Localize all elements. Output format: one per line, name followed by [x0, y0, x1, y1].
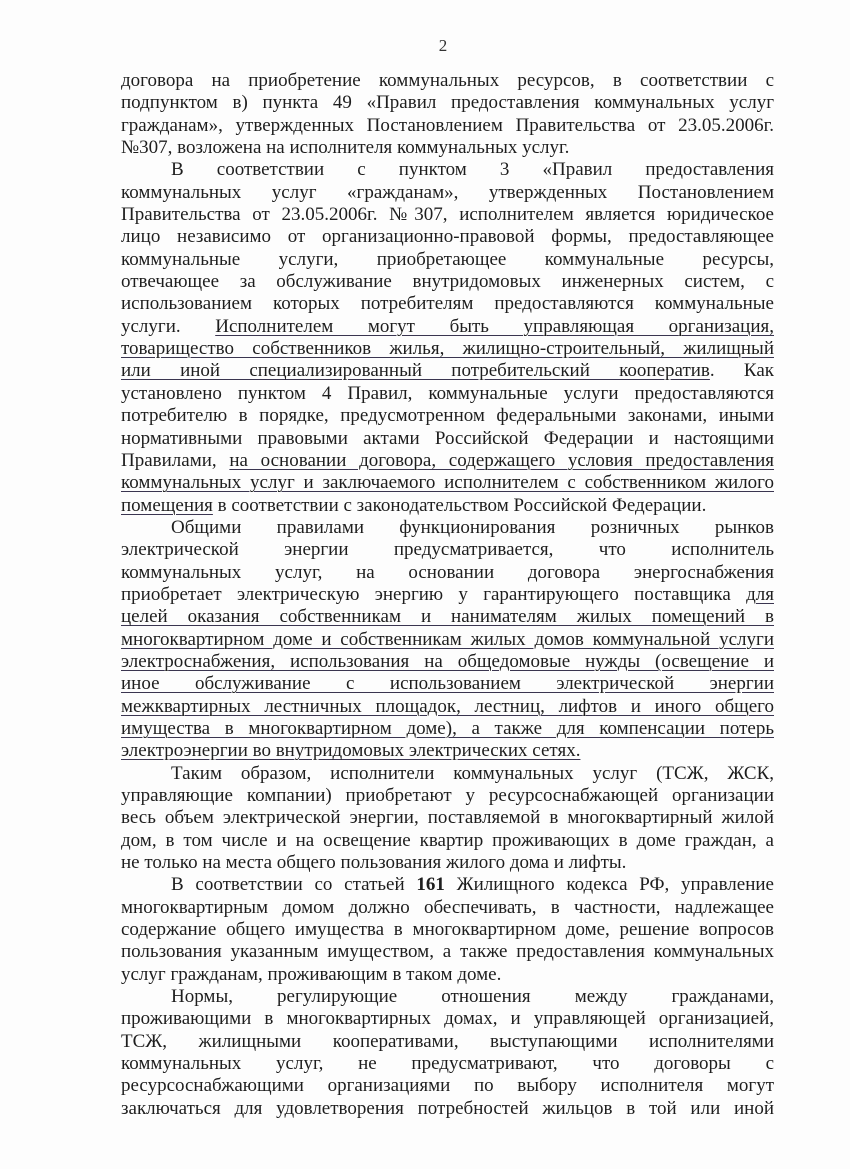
text-segment: использованием которых потребителям предоставляются коммунальные — [121, 293, 774, 315]
text-line — [121, 495, 774, 517]
text-line — [121, 1053, 774, 1075]
underlined-text: электроэнергии во внутридомовых электрических сетях. — [121, 740, 581, 762]
underlined-text: многоквартирном доме и собственникам жилых домов коммунальной услуги — [121, 628, 774, 650]
text-segment: Нормы, регулирующие отношения между гражданами, — [171, 986, 774, 1008]
text-line — [121, 1008, 774, 1030]
text-segment: весь объем электрической энергии, поставляемой в многоквартирный жилой — [121, 807, 774, 829]
text-segment: Общими правилами функционирования розничных рынков — [171, 516, 774, 538]
text-line — [121, 1075, 774, 1097]
bold-text: 161 — [416, 874, 445, 896]
underlined-text: целей оказания собственникам и нанимателям жилых помещений в — [121, 606, 774, 628]
text-line — [121, 293, 774, 315]
underlined-text: межквартирных лестничных площадок, лестниц, лифтов и иного общего — [121, 695, 774, 717]
text-segment: Правилами, — [121, 449, 230, 471]
text-line — [121, 383, 774, 405]
text-line — [121, 763, 774, 785]
text-line — [121, 338, 774, 360]
text-segment: подпунктом в) пункта 49 «Правил предоставления коммунальных услуг — [121, 92, 774, 114]
text-line — [121, 249, 774, 271]
text-segment: №307, возложена на исполнителя коммунальных услуг. — [121, 137, 570, 159]
text-segment: отвечающее за обслуживание внутридомовых инженерных систем, с — [121, 271, 774, 293]
text-line — [121, 137, 774, 159]
text-line — [121, 606, 774, 628]
page-number: 2 — [438, 36, 448, 55]
text-line — [121, 316, 774, 338]
text-segment: В соответствии с пунктом 3 «Правил предоставления — [171, 159, 774, 181]
text-segment: пользования указанным имуществом, а также предоставления коммунальных — [121, 941, 774, 963]
underlined-text: коммунальных услуг и заключаемого исполнителем с собственником жилого — [121, 472, 774, 494]
text-segment: ТСЖ, жилищными кооперативами, выступающими исполнителями — [121, 1030, 774, 1052]
text-line — [121, 897, 774, 919]
text-line — [121, 450, 774, 472]
text-segment: гражданам», утвержденных Постановлением Правительства от 23.05.2006г. — [121, 114, 774, 136]
text-line — [121, 629, 774, 651]
text-line — [121, 785, 774, 807]
underlined-text: имущества в многоквартирном доме), а также для компенсации потерь — [121, 717, 774, 739]
text-line — [121, 651, 774, 673]
text-line — [121, 159, 774, 181]
text-line — [121, 70, 774, 92]
text-segment: услуг гражданам, проживающим в таком доме. — [121, 963, 502, 985]
text-line — [121, 874, 774, 896]
text-segment: электрической энергии предусматривается, что исполнитель — [121, 539, 774, 561]
text-segment: в соответствии с законодательством Российской Федерации. — [212, 494, 707, 516]
text-line — [121, 1031, 774, 1053]
text-segment: установлено пунктом 4 Правил, коммунальные услуги предоставляются — [121, 382, 774, 404]
text-line — [121, 986, 774, 1008]
text-line — [121, 740, 774, 762]
text-segment: коммунальных услуг, не предусматривают, что договоры с — [121, 1053, 774, 1075]
text-segment: приобретает электрическую энергию у гарантирующего поставщика — [121, 583, 747, 605]
text-line — [121, 941, 774, 963]
text-line — [121, 562, 774, 584]
text-line — [121, 92, 774, 114]
underlined-text: товарищество собственников жилья, жилищно-строительный, жилищный — [121, 338, 774, 360]
text-line — [121, 718, 774, 740]
underlined-text: иное обслуживание с использованием электрической энергии — [121, 673, 774, 695]
text-line — [121, 182, 774, 204]
underlined-text: или иной специализированный потребительский кооператив — [121, 360, 710, 382]
underlined-text: для — [746, 583, 774, 605]
text-line — [121, 360, 774, 382]
text-segment: многоквартирным домом должно обеспечивать, в частности, надлежащее — [121, 896, 774, 918]
underlined-text: Исполнителем могут быть управляющая организация, — [215, 315, 774, 337]
text-line — [121, 807, 774, 829]
text-segment: В соответствии со статьей — [171, 874, 417, 896]
text-segment: Жилищного кодекса РФ, управление — [444, 874, 774, 896]
text-segment: проживающими в многоквартирных домах, и управляющей организацией, — [121, 1008, 774, 1030]
text-segment: нормативными правовыми актами Российской Федерации и настоящими — [121, 427, 774, 449]
text-line — [121, 405, 774, 427]
text-line — [121, 696, 774, 718]
text-segment: лицо независимо от организационно-правовой формы, предоставляющее — [121, 226, 774, 248]
text-line — [121, 115, 774, 137]
text-segment: заключаться для удовлетворения потребностей жильцов в той или иной — [121, 1097, 774, 1119]
text-line — [121, 852, 774, 874]
text-segment: услуги. — [121, 315, 216, 337]
document-body — [121, 70, 774, 1120]
text-segment: . Как — [709, 360, 774, 382]
text-segment: содержание общего имущества в многоквартирном доме, решение вопросов — [121, 919, 774, 941]
text-line — [121, 472, 774, 494]
text-segment: договора на приобретение коммунальных ресурсов, в соответствии с — [121, 70, 774, 91]
text-segment: дом, в том числе и на освещение квартир проживающих в доме граждан, а — [121, 829, 774, 851]
text-line — [121, 517, 774, 539]
text-line — [121, 271, 774, 293]
text-line — [121, 919, 774, 941]
text-line — [121, 673, 774, 695]
text-segment: Правительства от 23.05.2006г. №307, исполнителем является юридическое — [121, 204, 774, 226]
text-segment: Таким образом, исполнители коммунальных услуг (ТСЖ, ЖСК, — [171, 762, 774, 784]
text-segment: потребителю в порядке, предусмотренном федеральными законами, иными — [121, 405, 774, 427]
underlined-text: на основании договора, содержащего условия предоставления — [229, 449, 775, 471]
text-line — [121, 964, 774, 986]
text-line — [121, 830, 774, 852]
underlined-text: помещения — [121, 494, 213, 516]
text-segment: коммунальных услуг «гражданам», утвержденных Постановлением — [121, 181, 774, 203]
underlined-text: электроснабжения, использования на общедомовые нужды (освещение и — [121, 650, 774, 672]
text-segment: коммунальных услуг, на основании договора энергоснабжения — [121, 561, 774, 583]
text-segment: не только на места общего пользования жилого дома и лифты. — [121, 852, 627, 874]
text-segment: коммунальные услуги, приобретающее коммунальные ресурсы, — [121, 248, 774, 270]
text-line — [121, 204, 774, 226]
text-line — [121, 226, 774, 248]
text-line — [121, 539, 774, 561]
text-line — [121, 428, 774, 450]
text-line — [121, 1098, 774, 1120]
text-segment: управляющие компании) приобретают у ресурсоснабжающей организации — [121, 785, 774, 806]
text-line — [121, 584, 774, 606]
text-segment: ресурсоснабжающими организациями по выбору исполнителя могут — [121, 1075, 774, 1097]
